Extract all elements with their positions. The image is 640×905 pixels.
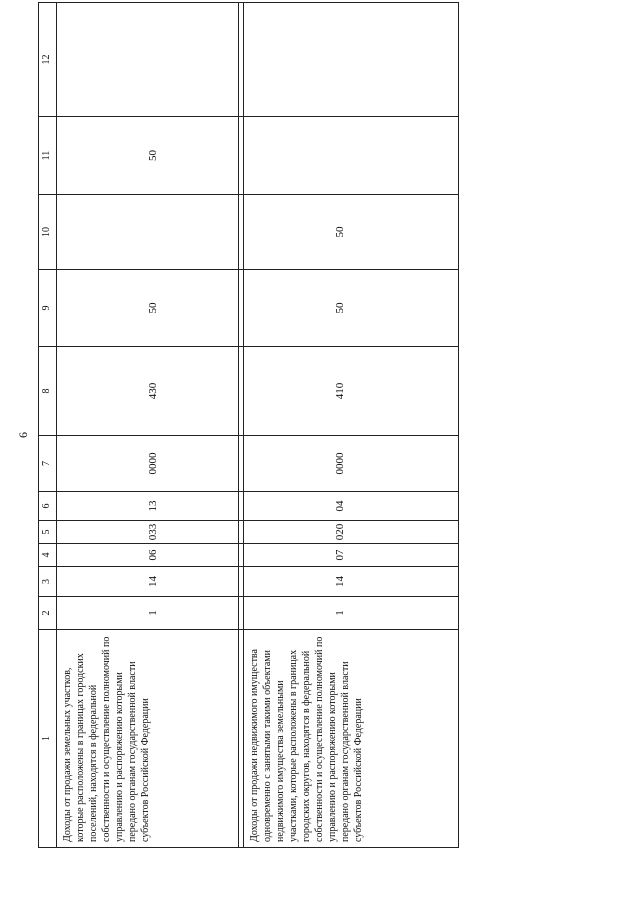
table-cell: 50 (57, 270, 239, 347)
table-cell (244, 117, 459, 195)
header-cell: 8 (39, 347, 57, 436)
rotated-table-container (38, 23, 459, 848)
table-cell: 04 (244, 492, 459, 521)
header-cell: 10 (39, 195, 57, 270)
table-row (244, 3, 459, 848)
table-cell: 0000 (244, 436, 459, 492)
header-row (39, 3, 57, 848)
table-cell (57, 195, 239, 270)
header-cell: 3 (39, 567, 57, 597)
header-cell: 11 (39, 117, 57, 195)
row-description: Доходы от продажи недвижимого имущества одновременно с занятыми такими объектами недвижимого имущества земельными участками, которые расположены в границах городских округов, находятся в федеральной собственности и осуществление полномочий по управлению и распоряжению которыми передано органам государственной власти субъектов Российской Федерации (244, 630, 459, 848)
revenue-table-frame (38, 23, 459, 848)
table-cell: 430 (57, 347, 239, 436)
table-cell: 410 (244, 347, 459, 436)
table-cell: 50 (57, 117, 239, 195)
header-cell: 2 (39, 597, 57, 630)
header-cell: 9 (39, 270, 57, 347)
header-cell: 12 (39, 3, 57, 117)
header-cell: 6 (39, 492, 57, 521)
table-cell: 13 (57, 492, 239, 521)
table-cell: 07 (244, 544, 459, 567)
table-cell: 14 (244, 567, 459, 597)
table-cell (244, 3, 459, 117)
header-cell: 7 (39, 436, 57, 492)
table-cell: 033 (57, 521, 239, 544)
header-cell: 1 (39, 630, 57, 848)
header-cell: 5 (39, 521, 57, 544)
row-description: Доходы от продажи земельных участков, которые расположены в границах городских поселений, находятся в федеральной собственности и осуществление полномочий по управлению и распоряжению которыми передано органам государственной власти субъектов Российской Федерации (57, 630, 239, 848)
table-cell: 50 (244, 195, 459, 270)
page-number: 6 (16, 432, 30, 438)
table-cell: 1 (57, 597, 239, 630)
table-cell (57, 3, 239, 117)
revenue-classification-table (38, 2, 459, 848)
header-cell: 4 (39, 544, 57, 567)
table-cell: 06 (57, 544, 239, 567)
table-cell: 50 (244, 270, 459, 347)
table-row (57, 3, 239, 848)
table-cell: 020 (244, 521, 459, 544)
table-cell: 0000 (57, 436, 239, 492)
table-cell: 1 (244, 597, 459, 630)
table-cell: 14 (57, 567, 239, 597)
